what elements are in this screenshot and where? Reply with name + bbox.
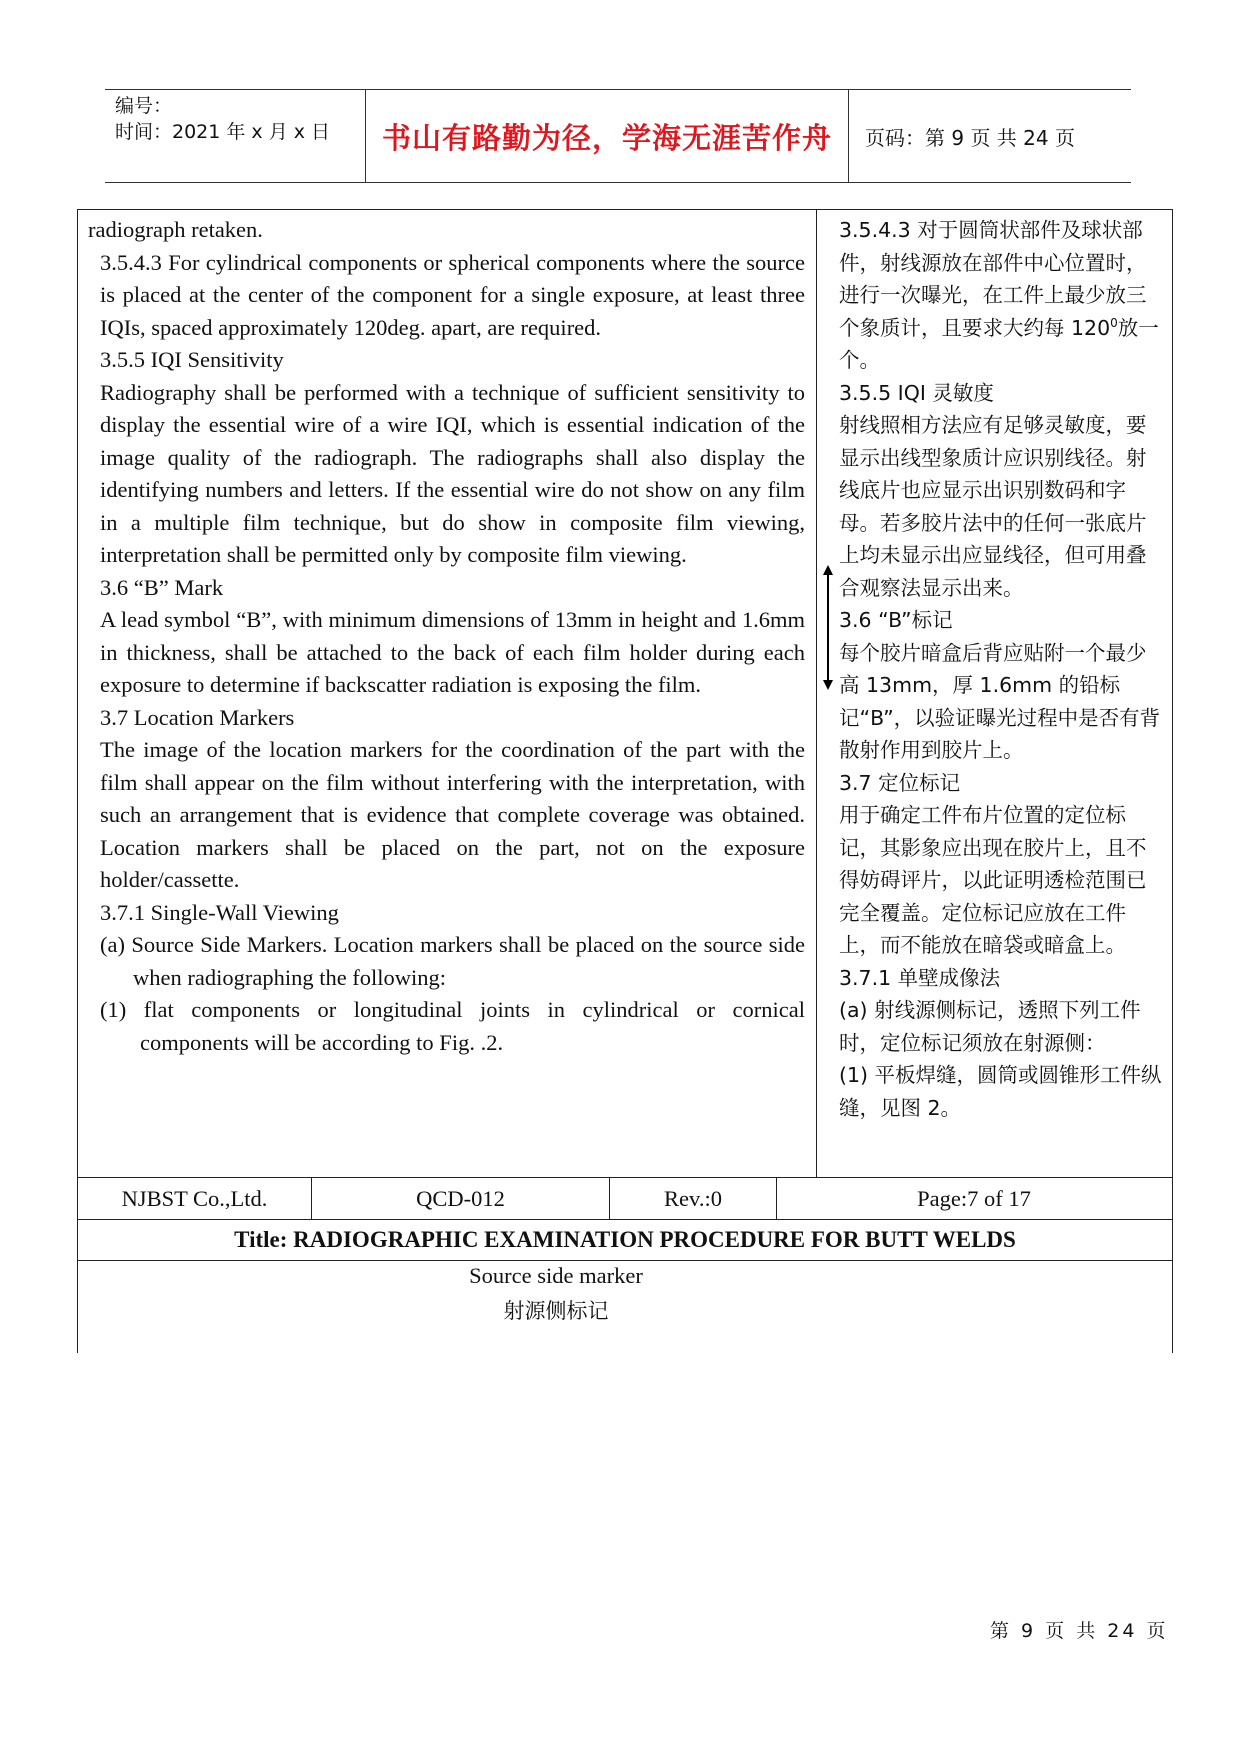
figure-area — [77, 1260, 1173, 1353]
en-para: The image of the location markers for the coordination of the part with the film shall appear on the film without interfering with the interpretation, with such an arrangement that is evidence that complete coverage was obtained. Location markers shall be placed on the part, not on the exposure holder/cassette. — [100, 737, 805, 892]
company-cell: NJBST Co.,Ltd. — [121, 1185, 268, 1211]
en-para: Radiography shall be performed with a technique of sufficient sensitivity to display the essential wire of a wire IQI, which is essential indication of the image quality of the radiograph. The radiographs shall also display the identifying numbers and letters. If the essential wire do not show on any film in a multiple film technique, but do show in composite film viewing, interpretation shall be permitted only by composite film viewing. — [100, 379, 805, 567]
motto: 书山有路勤为径，学海无涯苦作舟 — [381, 121, 832, 155]
zh-list-item: (a) 射线源侧标记，透照下列工件时，定位标记须放在射源侧： — [839, 998, 1141, 1055]
en-list-item: (1) flat components or longitudinal joints in cylindrical or cornical components will be according to Fig. .2. — [100, 997, 805, 1055]
zh-list-item: (1) 平板焊缝，圆筒或圆锥形工件纵缝，见图 2。 — [839, 1063, 1162, 1120]
page-header — [105, 89, 1131, 183]
revision-cell: Rev.:0 — [609, 1178, 776, 1219]
header-page-label: 页码：第 9 页 共 24 页 — [865, 126, 1075, 150]
doc-info-row — [77, 1177, 1173, 1220]
figure-caption-zh: 射源侧标记 — [503, 1299, 609, 1323]
zh-heading: 3.7.1 单壁成像法 — [839, 965, 1001, 990]
doc-title: Title: RADIOGRAPHIC EXAMINATION PROCEDURE FOR BUTT WELDS — [77, 1219, 1173, 1261]
english-column — [88, 214, 805, 1059]
column-divider — [816, 210, 817, 1177]
en-heading: 3.7 Location Markers — [100, 704, 295, 730]
zh-para: 射线照相方法应有足够灵敏度，要显示出线型象质计应识别线径。射线底片也应显示出识别数码和字母。若多胶片法中的任何一张底片上均未显示出应显线径，但可用叠 合观察法显示出来。 — [839, 413, 1147, 600]
en-heading: 3.7.1 Single-Wall Viewing — [100, 899, 339, 925]
doc-page-cell: Page:7 of 17 — [776, 1178, 1171, 1219]
zh-para: 3.5.4.3 对于圆筒状部件及球状部件，射线源放在部件中心位置时，进行一次曝光，在工件上最少放三个象质计，且要求大约每 $120^0$放一个。 — [839, 218, 1159, 372]
procedure-table — [77, 209, 1173, 1178]
zh-para: 用于确定工件布片位置的定位标记，其影象应出现在胶片上，且不得妨碍评片，以此证明透检范围已完全覆盖。定位标记应放在工件上，而不能放在暗袋或暗盒上。 — [839, 803, 1147, 957]
en-heading: 3.5.5 IQI Sensitivity — [100, 347, 284, 372]
number-label: 编号： — [115, 95, 173, 117]
zh-heading: 3.7 定位标记 — [839, 770, 961, 795]
chinese-column — [827, 214, 1165, 1124]
en-para: 3.5.4.3 For cylindrical components or spherical components where the source is placed at the center of the component for a single exposure, at least three IQIs, spaced approximately 120deg. apart, are required. — [100, 249, 805, 340]
doc-number-cell: QCD-012 — [311, 1178, 609, 1219]
page-footer: 第 9 页 共 24 页 — [990, 1620, 1169, 1642]
en-list-item: (a) Source Side Markers. Location markers shall be placed on the source side when radiographing the following: — [100, 932, 805, 990]
time-label: 时间：2021 年 x 月 x 日 — [115, 121, 331, 143]
figure-caption-en: Source side marker — [469, 1263, 643, 1288]
en-para: A lead symbol “B”, with minimum dimensions of 13mm in height and 1.6mm in thickness, shall be attached to the back of each film holder during each exposure to determine if backscatter radiation is exposing the film. — [100, 607, 805, 697]
zh-heading: 3.5.5 IQI 灵敏度 — [839, 380, 994, 405]
header-motto-cell — [365, 90, 849, 182]
en-para: radiograph retaken. — [88, 217, 263, 242]
header-meta — [105, 90, 365, 182]
en-heading: 3.6 “B” Mark — [100, 574, 224, 600]
zh-para: 每个胶片暗盒后背应贴附一个最少高 13mm，厚 1.6mm 的铅标记“B”，以验证曝光过程中是否有背散射作用到胶片上。 — [839, 640, 1161, 762]
zh-heading: 3.6 “B”标记 — [839, 608, 953, 632]
